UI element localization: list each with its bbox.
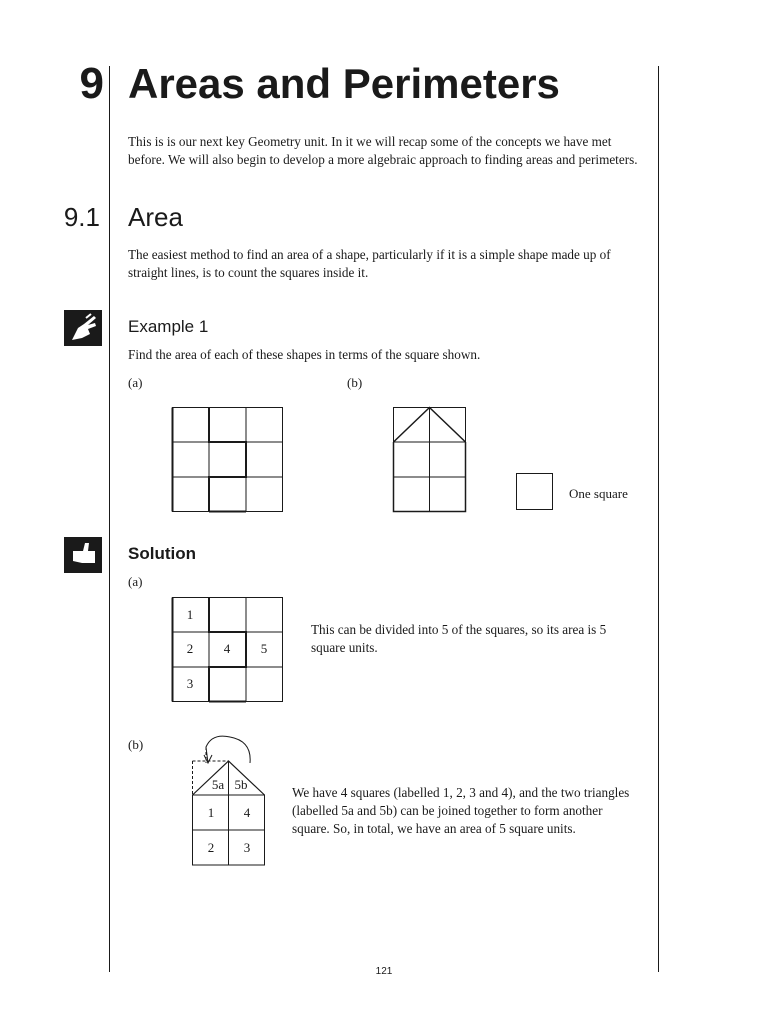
solution-label-a: (a) [128,574,143,589]
solution-grid-a [170,595,286,705]
intro-paragraph: This is is our next key Geometry unit. In it we will recap some of the concepts we have met before. We will also begin to develop a more algebraic approach to finding areas and perimeters. [128,134,638,167]
pointing-hand-icon [64,310,102,346]
grid-b-label: 1 [207,805,215,820]
section-number: 9.1 [63,202,100,232]
chapter-title: Areas and Perimeters [128,60,560,107]
unit-square-label: One square [569,486,628,501]
grid-b-label: 5b [234,777,248,792]
grid-a-label: 5 [260,641,268,656]
grid-b-label: 4 [243,805,251,820]
solution-label-b: (b) [128,737,144,752]
page-number: 121 [375,966,393,977]
example-question: Find the area of each of these shapes in terms of the square shown. [128,347,481,362]
right-margin-rule [658,66,659,972]
grid-a-label: 1 [186,607,194,622]
example-shape-b [391,405,469,515]
grid-a-label: 3 [186,676,194,691]
solution-text-b: We have 4 squares (labelled 1, 2, 3 and 4), and the two triangles (labelled 5a and 5b) can be joined together to form another square. So, in total, we have an area of 5 square units. [292,785,630,836]
grid-a-label: 2 [186,641,194,656]
grid-b-label: 5a [211,777,225,792]
section-title: Area [128,202,183,232]
solution-text-a: This can be divided into 5 of the squares, so its area is 5 square units. [311,622,607,655]
unit-square [515,472,555,512]
example-label-b: (b) [347,375,363,390]
section-paragraph: The easiest method to find an area of a shape, particularly if it is a simple shape made up of straight lines, is to count the squares inside it. [128,247,611,280]
solution-title: Solution [128,544,196,563]
grid-b-label: 2 [207,840,215,855]
thumbs-up-hand-icon [64,537,102,573]
example-label-a: (a) [128,375,143,390]
example-title: Example 1 [128,317,209,336]
chapter-number: 9 [79,59,104,108]
grid-a-label: 4 [223,641,231,656]
example-shape-a [170,405,286,515]
solution-grid-b [190,733,270,869]
left-margin-rule [109,66,110,972]
grid-b-label: 3 [243,840,251,855]
